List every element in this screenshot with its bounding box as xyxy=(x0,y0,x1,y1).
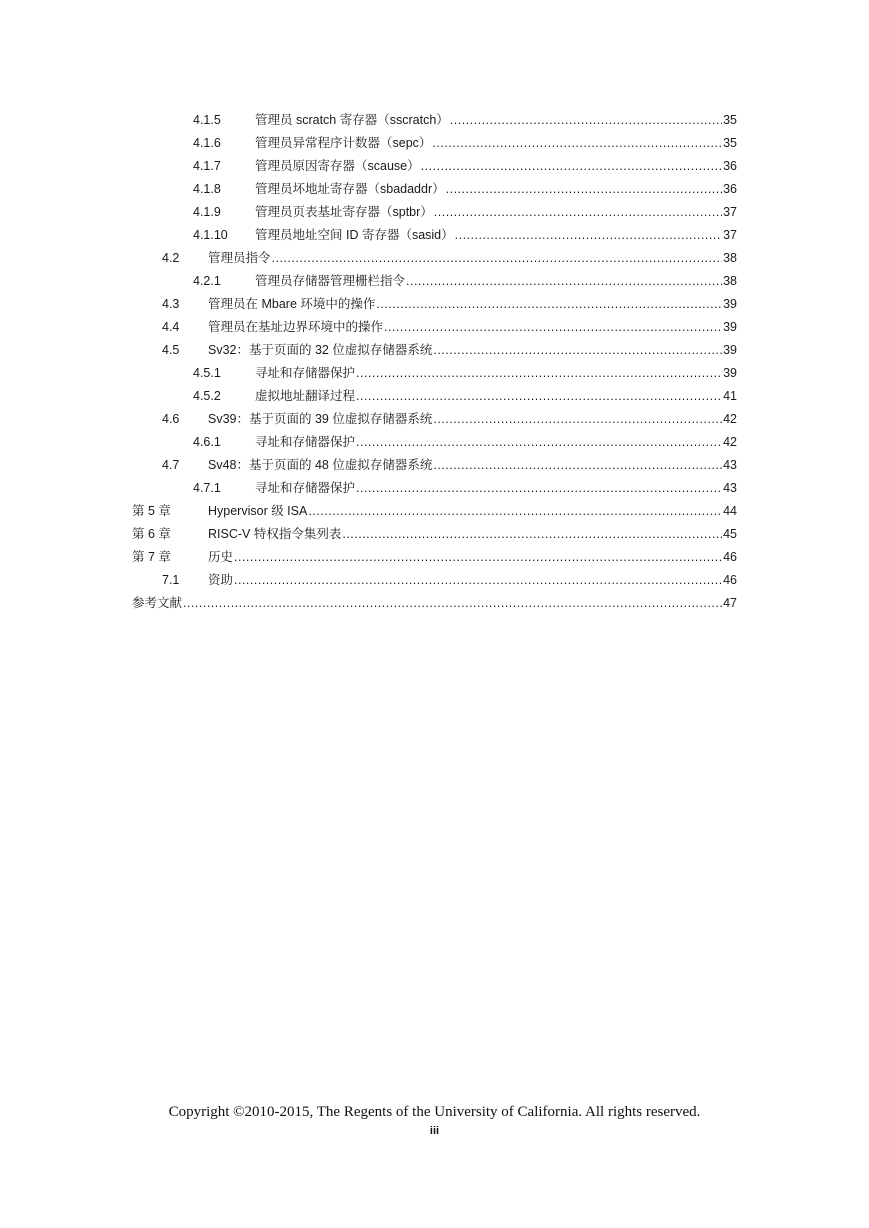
toc-entry[interactable] xyxy=(132,473,737,496)
toc-dot-leader xyxy=(455,227,722,243)
toc-entry-title: 管理员异常程序计数器（sepc） xyxy=(255,136,432,150)
toc-dot-leader xyxy=(433,457,722,473)
toc-entry[interactable] xyxy=(132,105,737,128)
toc-entry-title: Sv39：基于页面的 39 位虚拟存储器系统 xyxy=(208,412,433,426)
toc-entry-number: 4.5.1 xyxy=(193,366,221,380)
toc-dot-leader xyxy=(384,319,722,335)
toc-dot-leader xyxy=(356,365,722,381)
toc-entry-number: 4.4 xyxy=(162,320,180,334)
table-of-contents xyxy=(132,105,737,611)
toc-dot-leader xyxy=(308,503,722,519)
toc-entry-page: 42 xyxy=(723,412,737,426)
toc-entry-title: 管理员页表基址寄存器（sptbr） xyxy=(255,205,433,219)
toc-entry[interactable] xyxy=(132,243,737,266)
toc-entry[interactable] xyxy=(132,519,737,542)
toc-entry-number: 第 6 章 xyxy=(132,527,171,541)
toc-entry-title: Sv48：基于页面的 48 位虚拟存储器系统 xyxy=(208,458,433,472)
toc-entry-number: 4.6 xyxy=(162,412,180,426)
copyright-footer: Copyright ©2010-2015, The Regents of the University of California. All rights reserved. xyxy=(168,1104,701,1120)
toc-dot-leader xyxy=(342,526,722,542)
toc-dot-leader xyxy=(272,250,723,266)
toc-entry[interactable] xyxy=(132,450,737,473)
toc-entry-title: 虚拟地址翻译过程 xyxy=(255,389,356,403)
toc-entry-page: 46 xyxy=(723,550,737,564)
page-number: iii xyxy=(429,1125,440,1137)
toc-entry[interactable] xyxy=(132,197,737,220)
toc-entry[interactable] xyxy=(132,427,737,450)
toc-entry-page: 36 xyxy=(723,182,737,196)
toc-entry-number: 4.3 xyxy=(162,297,180,311)
toc-dot-leader xyxy=(356,480,722,496)
toc-entry-number: 4.1.8 xyxy=(193,182,221,196)
toc-dot-leader xyxy=(234,549,722,565)
toc-entry[interactable] xyxy=(132,565,737,588)
toc-entry-title: 历史 xyxy=(208,550,234,564)
toc-entry-page: 35 xyxy=(723,136,737,150)
toc-entry-page: 43 xyxy=(723,458,737,472)
toc-entry[interactable] xyxy=(132,174,737,197)
toc-entry[interactable] xyxy=(132,542,737,565)
toc-entry[interactable] xyxy=(132,335,737,358)
toc-entry-title: Sv32：基于页面的 32 位虚拟存储器系统 xyxy=(208,343,433,357)
toc-entry-title: 管理员坏地址寄存器（sbadaddr） xyxy=(255,182,445,196)
toc-dot-leader xyxy=(376,296,722,312)
toc-dot-leader xyxy=(433,411,722,427)
toc-entry[interactable] xyxy=(132,289,737,312)
toc-entry-title: 管理员原因寄存器（scause） xyxy=(255,159,420,173)
toc-entry[interactable] xyxy=(132,381,737,404)
toc-entry-page: 39 xyxy=(723,343,737,357)
toc-entry-title: 管理员 scratch 寄存器（sscratch） xyxy=(255,113,449,127)
toc-entry[interactable] xyxy=(132,404,737,427)
toc-entry-number: 4.1.10 xyxy=(193,228,228,242)
toc-entry-page: 39 xyxy=(723,297,737,311)
toc-entry[interactable] xyxy=(132,312,737,335)
toc-entry-page: 36 xyxy=(723,159,737,173)
toc-entry-number: 4.1.5 xyxy=(193,113,221,127)
toc-entry[interactable] xyxy=(132,358,737,381)
toc-entry-number: 4.6.1 xyxy=(193,435,221,449)
toc-entry-page: 37 xyxy=(723,228,737,242)
toc-dot-leader xyxy=(434,204,722,220)
toc-entry[interactable] xyxy=(132,496,737,519)
toc-entry-number: 4.2.1 xyxy=(193,274,221,288)
toc-entry-page: 38 xyxy=(723,251,737,265)
toc-entry[interactable] xyxy=(132,151,737,174)
toc-entry-title: 管理员地址空间 ID 寄存器（sasid） xyxy=(255,228,454,242)
toc-entry[interactable] xyxy=(132,588,737,611)
toc-entry-title: 管理员指令 xyxy=(208,251,271,265)
toc-dot-leader xyxy=(433,342,722,358)
toc-entry-title: 管理员在基址边界环境中的操作 xyxy=(208,320,384,334)
toc-entry-number: 第 5 章 xyxy=(132,504,171,518)
toc-dot-leader xyxy=(421,158,722,174)
toc-dot-leader xyxy=(356,388,722,404)
toc-entry-number: 4.5.2 xyxy=(193,389,221,403)
toc-entry-title: 管理员存储器管理栅栏指令 xyxy=(255,274,406,288)
toc-entry-number: 4.7 xyxy=(162,458,180,472)
toc-entry-title: 管理员在 Mbare 环境中的操作 xyxy=(208,297,376,311)
toc-entry-page: 39 xyxy=(723,366,737,380)
toc-entry-page: 46 xyxy=(723,573,737,587)
toc-entry-number: 7.1 xyxy=(162,573,180,587)
toc-dot-leader xyxy=(432,135,722,151)
toc-entry-page: 38 xyxy=(723,274,737,288)
toc-entry-page: 42 xyxy=(723,435,737,449)
toc-entry-page: 39 xyxy=(723,320,737,334)
toc-dot-leader xyxy=(450,112,722,128)
toc-entry-page: 45 xyxy=(723,527,737,541)
toc-entry-page: 47 xyxy=(723,596,737,610)
toc-entry-number: 4.7.1 xyxy=(193,481,221,495)
toc-entry-number: 4.1.7 xyxy=(193,159,221,173)
toc-dot-leader xyxy=(446,181,722,197)
toc-entry-page: 41 xyxy=(723,389,737,403)
toc-entry-title: 寻址和存储器保护 xyxy=(255,366,356,380)
toc-entry-page: 44 xyxy=(723,504,737,518)
toc-entry-number: 4.5 xyxy=(162,343,180,357)
toc-entry-number: 4.2 xyxy=(162,251,180,265)
toc-entry-page: 43 xyxy=(723,481,737,495)
toc-entry[interactable] xyxy=(132,266,737,289)
toc-dot-leader xyxy=(183,595,722,611)
toc-entry-number: 第 7 章 xyxy=(132,550,171,564)
toc-entry-number: 4.1.6 xyxy=(193,136,221,150)
toc-entry-title: 资助 xyxy=(208,573,234,587)
toc-entry[interactable] xyxy=(132,128,737,151)
toc-entry-number: 4.1.9 xyxy=(193,205,221,219)
toc-entry-page: 37 xyxy=(723,205,737,219)
toc-dot-leader xyxy=(234,572,722,588)
toc-entry-page: 35 xyxy=(723,113,737,127)
toc-entry-title: RISC-V 特权指令集列表 xyxy=(208,527,342,541)
toc-entry[interactable] xyxy=(132,220,737,243)
toc-entry-title: 寻址和存储器保护 xyxy=(255,435,356,449)
toc-entry-title: 寻址和存储器保护 xyxy=(255,481,356,495)
toc-dot-leader xyxy=(356,434,722,450)
toc-entry-title: Hypervisor 级 ISA xyxy=(208,504,308,518)
toc-entry-title: 参考文献 xyxy=(132,596,183,610)
toc-dot-leader xyxy=(406,273,722,289)
